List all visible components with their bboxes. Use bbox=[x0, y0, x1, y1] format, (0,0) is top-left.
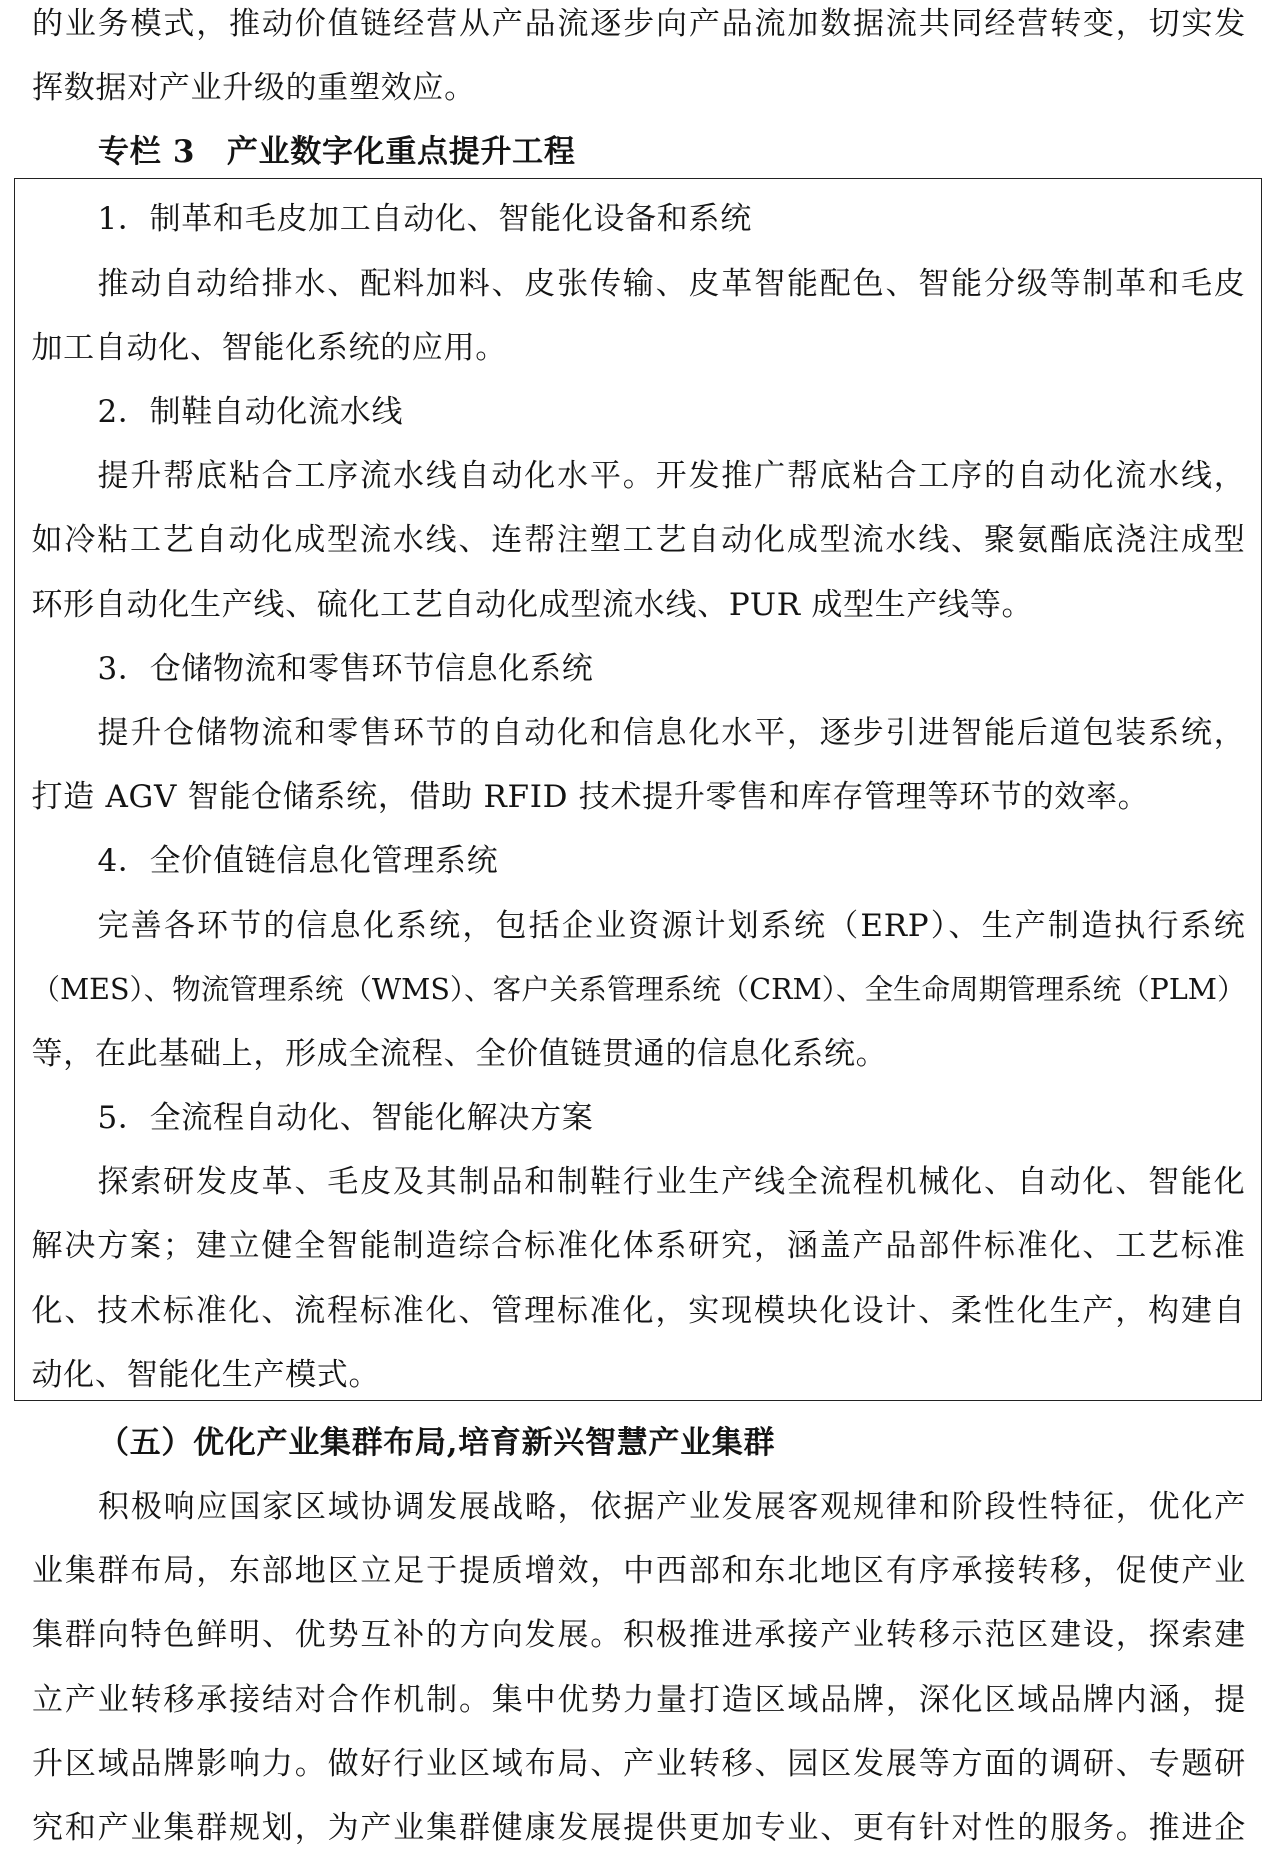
text-line: 挥数据对产业升级的重塑效应。 bbox=[32, 69, 476, 106]
text-line: 探索研发皮革、毛皮及其制品和制鞋行业生产线全流程机械化、自动化、智能化 bbox=[97, 1164, 1246, 1201]
text-line: 立产业转移承接结对合作机制。集中优势力量打造区域品牌，深化区域品牌内涵，提 bbox=[32, 1681, 1246, 1718]
text-line: 究和产业集群规划，为产业集群健康发展提供更加专业、更有针对性的服务。推进企 bbox=[32, 1810, 1246, 1847]
text-line: 环形自动化生产线、硫化工艺自动化成型流水线、PUR 成型生产线等。 bbox=[31, 586, 1034, 623]
text-line: （MES）、物流管理系统（WMS）、客户关系管理系统（CRM）、全生命周期管理系统（PLM） bbox=[31, 972, 1246, 1006]
text-line: 加工自动化、智能化系统的应用。 bbox=[31, 329, 507, 366]
intro-paragraph bbox=[32, 0, 1246, 184]
text-line: 的业务模式，推动价值链经营从产品流逐步向产品流加数据流共同经营转变，切实发 bbox=[32, 5, 1246, 42]
section-heading: （五）优化产业集群布局,培育新兴智慧产业集群 bbox=[98, 1424, 776, 1461]
text-line: 等，在此基础上，形成全流程、全价值链贯通的信息化系统。 bbox=[31, 1035, 888, 1072]
item-title: 1．制革和毛皮加工自动化、智能化设备和系统 bbox=[97, 201, 752, 238]
item-title: 2．制鞋自动化流水线 bbox=[97, 394, 404, 431]
text-line: 动化、智能化生产模式。 bbox=[31, 1356, 381, 1393]
text-line: 如冷粘工艺自动化成型流水线、连帮注塑工艺自动化成型流水线、聚氨酯底浇注成型 bbox=[31, 522, 1246, 559]
text-line: 打造 AGV 智能仓储系统，借助 RFID 技术提升零售和库存管理等环节的效率。 bbox=[31, 779, 1150, 816]
text-line: 集群向特色鲜明、优势互补的方向发展。积极推进承接产业转移示范区建设，探索建 bbox=[32, 1617, 1246, 1654]
text-line: 解决方案；建立健全智能制造综合标准化体系研究，涵盖产品部件标准化、工艺标准 bbox=[31, 1228, 1246, 1265]
text-line: 积极响应国家区域协调发展战略，依据产业发展客观规律和阶段性特征，优化产 bbox=[98, 1489, 1246, 1526]
section-5 bbox=[32, 1411, 1246, 1860]
text-line: 升区域品牌影响力。做好行业区域布局、产业转移、园区发展等方面的调研、专题研 bbox=[32, 1745, 1246, 1782]
item-title: 5．全流程自动化、智能化解决方案 bbox=[97, 1100, 594, 1137]
feature-box-content bbox=[31, 187, 1245, 1407]
text-line: 推动自动给排水、配料加料、皮张传输、皮革智能配色、智能分级等制革和毛皮 bbox=[97, 265, 1246, 302]
box-title: 专栏 3 产业数字化重点提升工程 bbox=[98, 134, 576, 171]
item-title: 4．全价值链信息化管理系统 bbox=[97, 843, 499, 880]
text-line: 化、技术标准化、流程标准化、管理标准化，实现模块化设计、柔性化生产，构建自 bbox=[31, 1292, 1246, 1329]
text-line: 提升帮底粘合工序流水线自动化水平。开发推广帮底粘合工序的自动化流水线， bbox=[97, 458, 1246, 495]
text-line: 完善各环节的信息化系统，包括企业资源计划系统（ERP）、生产制造执行系统 bbox=[97, 907, 1246, 944]
text-line: 提升仓储物流和零售环节的自动化和信息化水平，逐步引进智能后道包装系统， bbox=[97, 714, 1246, 751]
item-title: 3．仓储物流和零售环节信息化系统 bbox=[97, 650, 594, 687]
text-line: 业集群布局，东部地区立足于提质增效，中西部和东北地区有序承接转移，促使产业 bbox=[32, 1553, 1246, 1590]
feature-box bbox=[14, 178, 1262, 1401]
